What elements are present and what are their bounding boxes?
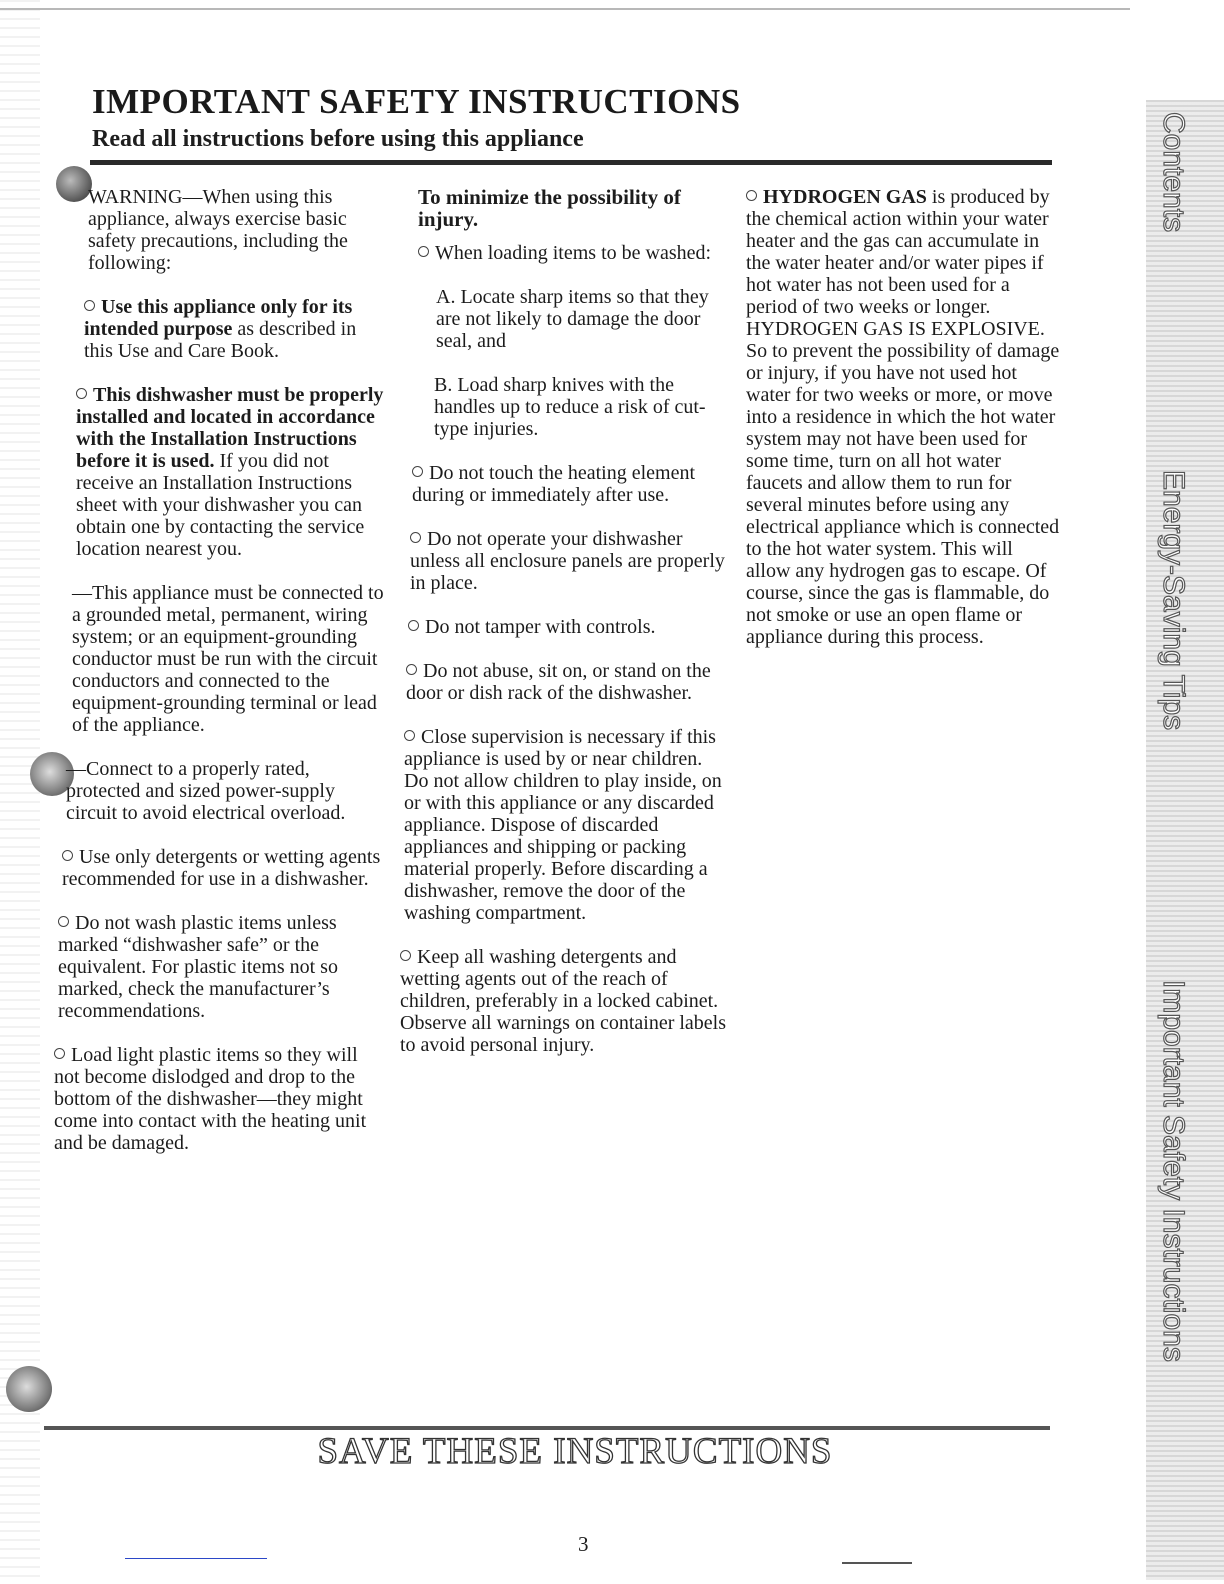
warning-text: —When using this appliance, always exercise basic safety precautions, including the following: bbox=[88, 186, 348, 274]
page-title: IMPORTANT SAFETY INSTRUCTIONS bbox=[92, 82, 741, 121]
bullet-icon bbox=[400, 950, 411, 961]
sub-item-a: A. Locate sharp items so that they are not likely to damage the door seal, and bbox=[436, 286, 709, 352]
column-3 bbox=[742, 186, 1062, 670]
bullet-icon bbox=[58, 916, 69, 927]
list-item: Keep all washing detergents and wetting agents out of the reach of children, preferably in a locked cabinet. Observe all warnings on container labels to avoid personal injury. bbox=[400, 946, 727, 1056]
list-item: When loading items to be washed: bbox=[398, 242, 728, 264]
sub-item-b: B. Load sharp knives with the handles up to reduce a risk of cut-type injuries. bbox=[434, 374, 706, 440]
page-header bbox=[92, 82, 741, 153]
page-subtitle: Read all instructions before using this appliance bbox=[92, 126, 584, 152]
list-item: Use only detergents or wetting agents recommended for use in a dishwasher. bbox=[62, 846, 381, 890]
side-tab-contents[interactable]: Contents bbox=[1157, 112, 1190, 233]
list-item: Do not touch the heating element during or immediately after use. bbox=[412, 462, 696, 506]
footer-dash bbox=[842, 1562, 912, 1564]
side-tab-energy-saving[interactable]: Energy-Saving Tips bbox=[1157, 470, 1190, 731]
list-item: This dishwasher must be properly installed and located in accordance with the Installation Instructions before it is used. If you did not receive an Installation Instructions sheet with your dishwasher you can obtain one by contacting the service location nearest you. bbox=[76, 384, 384, 560]
punch-hole-icon bbox=[6, 1366, 52, 1412]
bullet-icon bbox=[410, 532, 421, 543]
column-1 bbox=[54, 186, 384, 1176]
bullet-icon bbox=[412, 466, 423, 477]
header-rule bbox=[90, 160, 1052, 165]
list-item: Close supervision is necessary if this appliance is used by or near children. Do not allow children to play inside, on or with this appliance or any discarded appliance. Dispose of discarded appliances and shipping or packing material properly. Before discarding a dishwasher, remove the door of the washing compartment. bbox=[404, 726, 722, 924]
warning-paragraph bbox=[54, 186, 384, 274]
bullet-icon bbox=[418, 246, 429, 257]
bullet-icon bbox=[84, 300, 95, 311]
bullet-icon bbox=[54, 1048, 65, 1059]
bullet-icon bbox=[76, 388, 87, 399]
column-2 bbox=[398, 186, 728, 1078]
warning-label: WARNING bbox=[88, 186, 183, 208]
bullet-icon bbox=[62, 850, 73, 861]
list-item: HYDROGEN GAS is produced by the chemical action within your water heater and the gas can accumulate in the water heater and/or water pipes if hot water has not been used for a period of two weeks or longer. HYDROGEN GAS IS EXPLOSIVE. So to prevent the possibility of damage or injury, if you have not used hot water for two weeks or more, or move into a residence in which the hot water system may not have been used for some time, turn on all hot water faucets and allow them to run for several minutes before using any electrical appliance which is connected to the hot water system. This will allow any hydrogen gas to escape. Of course, since the gas is flammable, do not smoke or use an open flame or appliance during this process. bbox=[746, 186, 1060, 648]
list-item: Load light plastic items so they will not become dislodged and drop to the bottom of the dishwasher—they might come into contact with the heating unit and be damaged. bbox=[54, 1044, 367, 1154]
page-number: 3 bbox=[578, 1532, 589, 1556]
bullet-icon bbox=[404, 730, 415, 741]
bullet-icon bbox=[406, 664, 417, 675]
column-heading: To minimize the possibility of injury. bbox=[418, 185, 681, 231]
bullet-icon bbox=[408, 620, 419, 631]
list-item: Do not wash plastic items unless marked “dishwasher safe” or the equivalent. For plastic items not so marked, check the manufacturer’s recommendations. bbox=[58, 912, 338, 1022]
list-item: Do not tamper with controls. bbox=[398, 616, 728, 638]
list-item: —Connect to a properly rated, protected and sized power-supply circuit to avoid electrical overload. bbox=[66, 758, 346, 824]
bullet-icon bbox=[746, 190, 757, 201]
list-item: Use this appliance only for its intended purpose as described in this Use and Care Book. bbox=[84, 296, 357, 362]
list-item: Do not abuse, sit on, or stand on the door or dish rack of the dishwasher. bbox=[406, 660, 711, 704]
top-rule bbox=[0, 8, 1130, 10]
scan-edge-noise bbox=[0, 0, 40, 1584]
list-item: —This appliance must be connected to a grounded metal, permanent, wiring system; or an equipment-grounding conductor must be run with the circuit conductors and connected to the equipment-grounding terminal or lead of the appliance. bbox=[72, 582, 384, 736]
side-tab-safety[interactable]: Important Safety Instructions bbox=[1157, 980, 1190, 1362]
save-instructions-banner: SAVE THESE INSTRUCTIONS bbox=[317, 1431, 833, 1472]
list-item: Do not operate your dishwasher unless all enclosure panels are properly in place. bbox=[410, 528, 725, 594]
blue-rule bbox=[125, 1558, 267, 1559]
